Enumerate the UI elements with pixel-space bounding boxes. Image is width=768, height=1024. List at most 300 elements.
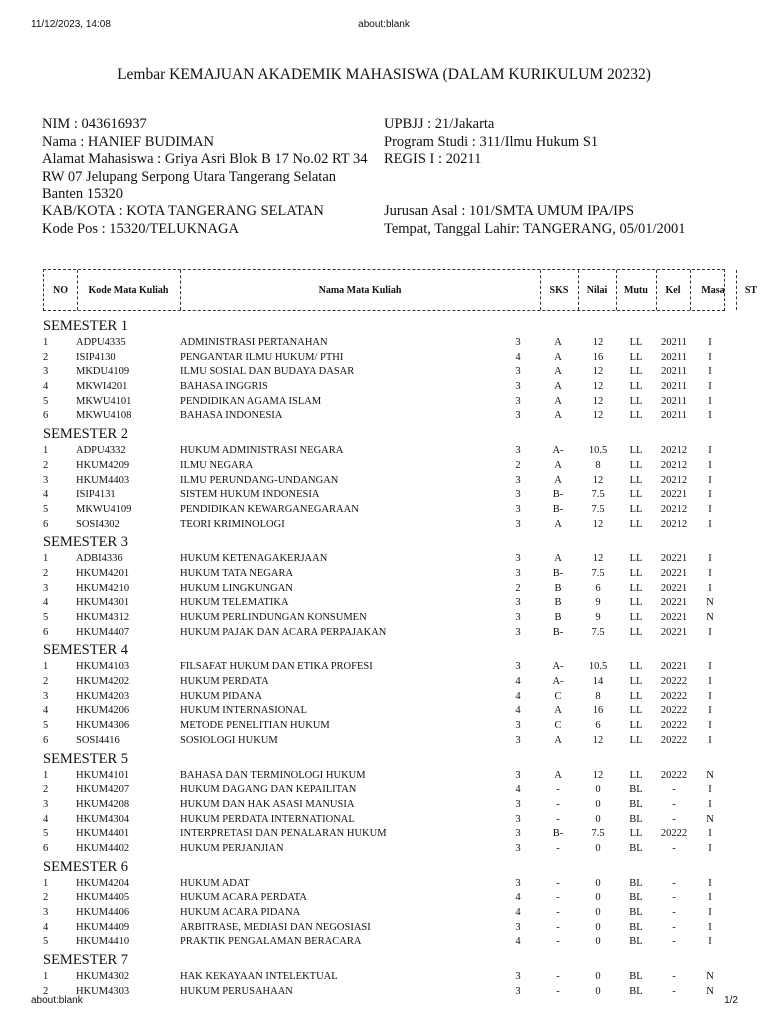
course-kel: LL — [629, 503, 643, 515]
course-no: 2 — [43, 459, 49, 471]
course-sks: 3 — [515, 720, 521, 732]
course-masa: 20212 — [660, 474, 688, 486]
table-row — [0, 935, 768, 950]
course-masa: 20211 — [661, 351, 687, 363]
course-no: 6 — [43, 626, 49, 638]
course-masa: 20212 — [660, 518, 688, 530]
table-row — [0, 582, 768, 597]
course-no: 2 — [43, 985, 49, 997]
course-sks: 4 — [515, 351, 521, 363]
course-no: 4 — [43, 921, 49, 933]
course-grade: - — [556, 784, 560, 796]
course-mutu: 12 — [592, 769, 604, 781]
course-sks: 3 — [515, 474, 521, 486]
course-table-body — [0, 316, 768, 999]
course-kel: LL — [629, 582, 643, 594]
course-mutu: 9 — [595, 597, 601, 609]
table-row — [0, 626, 768, 641]
course-masa: 20212 — [660, 503, 688, 515]
course-code: MKWU4108 — [76, 410, 132, 422]
course-no: 4 — [43, 381, 49, 393]
course-name: HUKUM ACARA PERDATA — [180, 892, 307, 904]
course-status: I — [708, 828, 712, 840]
course-status: I — [708, 907, 712, 918]
kodepos-line: Kode Pos : 15320/TELUKNAGA — [42, 220, 239, 237]
document-title: Lembar KEMAJUAN AKADEMIK MAHASISWA (DALAM KURIKULUM 20232) — [117, 66, 651, 83]
course-mutu: 16 — [592, 351, 604, 363]
course-kel: LL — [629, 474, 643, 486]
course-masa: - — [672, 907, 676, 918]
course-kel: BL — [629, 892, 643, 904]
table-row — [0, 660, 768, 675]
course-kel: LL — [629, 612, 643, 623]
course-sks: 4 — [515, 705, 521, 717]
course-kel: LL — [629, 567, 643, 579]
course-status: I — [708, 351, 712, 363]
course-kel: BL — [629, 971, 643, 983]
course-masa: - — [672, 936, 676, 948]
course-code: ISIP4130 — [76, 351, 116, 363]
course-status: I — [708, 921, 712, 933]
course-masa: - — [672, 971, 676, 983]
course-masa: 20222 — [660, 828, 688, 840]
course-status: I — [708, 459, 712, 471]
course-grade: A — [554, 351, 562, 363]
course-status: I — [708, 395, 712, 407]
table-row — [0, 444, 768, 459]
table-row — [0, 351, 768, 366]
course-kel: LL — [629, 720, 643, 732]
table-header — [43, 269, 758, 311]
course-sks: 3 — [515, 366, 521, 378]
semester-heading: SEMESTER 3 — [43, 534, 128, 551]
course-status: I — [708, 567, 712, 579]
course-status: N — [706, 813, 714, 825]
table-row — [0, 395, 768, 410]
course-mutu: 12 — [592, 518, 604, 530]
header-masa: Masa — [701, 284, 725, 296]
course-code: HKUM4208 — [76, 798, 130, 810]
course-grade: - — [556, 798, 560, 810]
course-no: 3 — [43, 798, 49, 810]
course-sks: 4 — [515, 690, 521, 702]
course-kel: LL — [629, 690, 643, 702]
header-kel: Kel — [665, 284, 681, 296]
course-name: PENDIDIKAN KEWARGANEGARAAN — [180, 503, 359, 515]
table-row — [0, 409, 768, 424]
course-no: 5 — [43, 503, 49, 515]
course-masa: 20212 — [660, 445, 688, 457]
course-status: I — [708, 381, 712, 393]
course-masa: - — [672, 798, 676, 810]
course-sks: 4 — [515, 907, 521, 918]
course-masa: 20211 — [661, 337, 687, 348]
course-code: HKUM4409 — [76, 921, 130, 933]
course-no: 6 — [43, 518, 49, 530]
course-code: ISIP4131 — [76, 489, 116, 501]
course-code: MKDU4109 — [76, 366, 130, 378]
course-mutu: 8 — [595, 459, 601, 471]
table-row — [0, 596, 768, 611]
course-no: 2 — [43, 567, 49, 579]
course-no: 1 — [43, 445, 49, 457]
course-code: HKUM4312 — [76, 612, 130, 623]
course-grade: - — [556, 907, 560, 918]
course-no: 5 — [43, 936, 49, 948]
course-kel: BL — [629, 813, 643, 825]
course-name: PENGANTAR ILMU HUKUM/ PTHI — [180, 351, 344, 363]
course-mutu: 6 — [595, 720, 601, 732]
course-mutu: 7.5 — [591, 567, 605, 579]
course-sks: 3 — [515, 518, 521, 530]
course-grade: B — [554, 597, 562, 609]
table-row — [0, 518, 768, 533]
table-row — [0, 503, 768, 518]
course-name: PENDIDIKAN AGAMA ISLAM — [180, 395, 322, 407]
course-status: I — [708, 734, 712, 746]
table-row — [0, 611, 768, 626]
course-grade: - — [556, 971, 560, 983]
print-page-url: about:blank — [358, 19, 410, 30]
course-kel: LL — [629, 518, 643, 530]
course-no: 5 — [43, 828, 49, 840]
course-mutu: 12 — [592, 474, 604, 486]
course-mutu: 7.5 — [591, 828, 605, 840]
course-grade: B- — [552, 567, 564, 579]
address-line-3: Banten 15320 — [42, 186, 123, 202]
course-status: N — [706, 612, 714, 623]
course-sks: 3 — [515, 734, 521, 746]
course-code: ADPU4332 — [76, 445, 126, 457]
course-code: HKUM4302 — [76, 971, 130, 983]
course-grade: A — [554, 459, 562, 471]
course-grade: A — [554, 518, 562, 530]
course-masa: 20222 — [660, 734, 688, 746]
course-grade: - — [556, 813, 560, 825]
course-mutu: 14 — [592, 676, 604, 688]
footer-url: about:blank — [31, 995, 83, 1006]
course-no: 3 — [43, 582, 49, 594]
program-line: Program Studi : 311/Ilmu Hukum S1 — [384, 133, 599, 150]
course-grade: - — [556, 877, 560, 889]
course-code: HKUM4204 — [76, 877, 130, 889]
course-masa: - — [672, 784, 676, 796]
course-grade: C — [554, 720, 562, 732]
course-sks: 3 — [515, 410, 521, 422]
course-grade: B — [554, 582, 562, 594]
course-mutu: 10.5 — [588, 661, 608, 673]
course-grade: B- — [552, 503, 564, 515]
course-no: 1 — [43, 769, 49, 781]
course-no: 6 — [43, 734, 49, 746]
course-code: HKUM4304 — [76, 813, 130, 825]
course-grade: A — [554, 337, 562, 348]
course-status: I — [708, 676, 712, 688]
course-no: 5 — [43, 612, 49, 623]
course-sks: 4 — [515, 936, 521, 948]
jurusan-line: Jurusan Asal : 101/SMTA UMUM IPA/IPS — [384, 203, 635, 219]
course-no: 3 — [43, 690, 49, 702]
course-kel: LL — [629, 459, 643, 471]
course-no: 4 — [43, 597, 49, 609]
course-sks: 3 — [515, 661, 521, 673]
course-name: METODE PENELITIAN HUKUM — [180, 720, 330, 732]
table-row — [0, 842, 768, 857]
course-mutu: 9 — [595, 612, 601, 623]
course-name: SISTEM HUKUM INDONESIA — [180, 489, 320, 501]
course-sks: 4 — [515, 676, 521, 688]
course-no: 6 — [43, 842, 49, 854]
table-row — [0, 891, 768, 906]
course-code: HKUM4301 — [76, 597, 130, 609]
course-mutu: 12 — [592, 410, 604, 422]
nim-line: NIM : 043616937 — [42, 116, 147, 132]
course-status: I — [708, 474, 712, 486]
course-status: I — [708, 445, 712, 457]
course-status: I — [708, 337, 712, 348]
course-code: HKUM4410 — [76, 936, 130, 948]
course-code: HKUM4406 — [76, 907, 130, 918]
course-status: I — [708, 877, 712, 889]
course-masa: 20222 — [660, 720, 688, 732]
course-status: I — [708, 892, 712, 904]
course-masa: 20211 — [661, 410, 687, 422]
course-status: I — [708, 582, 712, 594]
course-sks: 3 — [515, 921, 521, 933]
course-grade: A — [554, 381, 562, 393]
course-masa: 20222 — [660, 690, 688, 702]
course-grade: A — [554, 410, 562, 422]
course-name: HUKUM PERJANJIAN — [180, 842, 284, 854]
course-masa: 20221 — [660, 661, 688, 673]
course-masa: - — [672, 842, 676, 854]
course-name: HUKUM ACARA PIDANA — [180, 907, 301, 918]
course-code: HKUM4306 — [76, 720, 130, 732]
birth-line: Tempat, Tanggal Lahir: TANGERANG, 05/01/2001 — [384, 220, 686, 237]
course-status: I — [708, 661, 712, 673]
course-mutu: 0 — [595, 877, 601, 889]
kabkota-line: KAB/KOTA : KOTA TANGERANG SELATAN — [42, 203, 324, 219]
course-code: HKUM4303 — [76, 985, 130, 997]
course-kel: LL — [629, 626, 643, 638]
course-kel: LL — [629, 489, 643, 501]
course-status: I — [708, 705, 712, 717]
course-no: 1 — [43, 877, 49, 889]
course-code: HKUM4407 — [76, 626, 130, 638]
course-sks: 4 — [515, 784, 521, 796]
course-kel: LL — [629, 351, 643, 363]
course-no: 4 — [43, 813, 49, 825]
table-row — [0, 567, 768, 582]
course-sks: 2 — [515, 459, 521, 471]
course-masa: 20211 — [661, 381, 687, 393]
course-name: TEORI KRIMINOLOGI — [180, 518, 285, 530]
course-sks: 3 — [515, 769, 521, 781]
course-mutu: 8 — [595, 690, 601, 702]
course-name: HAK KEKAYAAN INTELEKTUAL — [180, 971, 338, 983]
course-grade: B- — [552, 828, 564, 840]
course-name: HUKUM ADMINISTRASI NEGARA — [180, 445, 344, 457]
course-name: HUKUM PAJAK DAN ACARA PERPAJAKAN — [180, 626, 387, 638]
course-kel: LL — [629, 661, 643, 673]
table-row — [0, 459, 768, 474]
course-mutu: 12 — [592, 381, 604, 393]
course-status: I — [708, 842, 712, 854]
semester-heading: SEMESTER 6 — [43, 858, 128, 875]
course-no: 4 — [43, 489, 49, 501]
course-code: MKWU4101 — [76, 395, 132, 407]
course-sks: 3 — [515, 395, 521, 407]
table-row — [0, 827, 768, 842]
course-no: 1 — [43, 553, 49, 565]
course-name: HUKUM PERLINDUNGAN KONSUMEN — [180, 612, 367, 623]
course-mutu: 0 — [595, 921, 601, 933]
semester-heading: SEMESTER 1 — [43, 318, 128, 334]
course-code: HKUM4207 — [76, 784, 130, 796]
table-row — [0, 921, 768, 936]
course-mutu: 0 — [595, 813, 601, 825]
course-mutu: 0 — [595, 936, 601, 948]
course-masa: 20211 — [661, 395, 687, 407]
course-sks: 3 — [515, 489, 521, 501]
table-row — [0, 552, 768, 567]
course-masa: - — [672, 877, 676, 889]
course-grade: B — [554, 612, 562, 623]
course-name: INTERPRETASI DAN PENALARAN HUKUM — [180, 828, 387, 840]
course-kel: LL — [629, 366, 643, 378]
course-name: ADMINISTRASI PERTANAHAN — [180, 337, 328, 348]
course-mutu: 7.5 — [591, 489, 605, 501]
course-sks: 3 — [515, 877, 521, 889]
course-name: ARBITRASE, MEDIASI DAN NEGOSIASI — [180, 921, 371, 933]
course-mutu: 0 — [595, 892, 601, 904]
header-mutu: Mutu — [624, 284, 648, 296]
course-mutu: 0 — [595, 842, 601, 854]
course-mutu: 12 — [592, 337, 604, 348]
address-line-1: Alamat Mahasiswa : Griya Asri Blok B 17 No.02 RT 34 — [42, 151, 368, 167]
course-name: ILMU PERUNDANG-UNDANGAN — [180, 474, 339, 486]
course-no: 4 — [43, 705, 49, 717]
page-number: 1/2 — [724, 995, 738, 1006]
table-row — [0, 365, 768, 380]
course-code: HKUM4209 — [76, 459, 130, 471]
course-name: HUKUM DAN HAK ASASI MANUSIA — [180, 798, 355, 810]
header-sks: SKS — [549, 284, 569, 296]
student-info-left-bottom — [42, 203, 324, 238]
course-no: 3 — [43, 474, 49, 486]
course-name: HUKUM LINGKUNGAN — [180, 582, 293, 594]
course-sks: 3 — [515, 445, 521, 457]
course-status: N — [706, 985, 714, 997]
course-sks: 2 — [515, 582, 521, 594]
course-name: FILSAFAT HUKUM DAN ETIKA PROFESI — [180, 661, 373, 673]
course-mutu: 10.5 — [588, 445, 608, 457]
semester-heading: SEMESTER 5 — [43, 750, 128, 767]
course-kel: LL — [629, 410, 643, 422]
course-mutu: 16 — [592, 705, 604, 717]
course-code: HKUM4201 — [76, 567, 130, 579]
course-no: 1 — [43, 971, 49, 983]
course-no: 3 — [43, 366, 49, 378]
course-grade: A — [554, 395, 562, 407]
course-sks: 3 — [515, 597, 521, 609]
course-masa: 20221 — [660, 489, 688, 501]
course-code: HKUM4103 — [76, 661, 130, 673]
semester-heading: SEMESTER 4 — [43, 642, 128, 659]
student-info-right — [384, 116, 598, 169]
course-kel: LL — [629, 337, 643, 348]
course-grade: A- — [552, 445, 564, 457]
table-row — [0, 906, 768, 921]
course-code: HKUM4101 — [76, 769, 130, 781]
course-code: HKUM4210 — [76, 582, 130, 594]
course-code: HKUM4206 — [76, 705, 130, 717]
course-sks: 3 — [515, 798, 521, 810]
table-row — [0, 474, 768, 489]
course-mutu: 0 — [595, 784, 601, 796]
header-nilai: Nilai — [586, 284, 608, 296]
course-sks: 4 — [515, 892, 521, 904]
course-masa: - — [672, 985, 676, 997]
course-code: HKUM4401 — [76, 828, 130, 840]
course-masa: 20222 — [660, 769, 688, 781]
course-kel: BL — [629, 842, 643, 854]
course-grade: - — [556, 985, 560, 997]
course-no: 2 — [43, 676, 49, 688]
course-no: 5 — [43, 720, 49, 732]
course-mutu: 0 — [595, 907, 601, 918]
course-kel: LL — [629, 395, 643, 407]
course-grade: A — [554, 553, 562, 565]
course-masa: - — [672, 921, 676, 933]
course-name: HUKUM PIDANA — [180, 690, 262, 702]
table-row — [0, 488, 768, 503]
course-sks: 3 — [515, 842, 521, 854]
course-masa: 20221 — [660, 612, 688, 623]
course-status: I — [708, 366, 712, 378]
course-grade: - — [556, 936, 560, 948]
course-grade: - — [556, 921, 560, 933]
course-kel: BL — [629, 798, 643, 810]
course-grade: A — [554, 705, 562, 717]
course-sks: 3 — [515, 828, 521, 840]
table-row — [0, 970, 768, 985]
course-mutu: 0 — [595, 971, 601, 983]
course-name: ILMU NEGARA — [180, 459, 254, 471]
course-masa: 20221 — [660, 567, 688, 579]
course-name: HUKUM ADAT — [180, 877, 250, 889]
table-row — [0, 877, 768, 892]
course-masa: 20222 — [660, 705, 688, 717]
course-name: HUKUM KETENAGAKERJAAN — [180, 553, 328, 565]
print-footer — [0, 995, 768, 1009]
course-mutu: 0 — [595, 798, 601, 810]
course-grade: - — [556, 892, 560, 904]
table-row — [0, 704, 768, 719]
table-row — [0, 798, 768, 813]
student-info-left — [42, 116, 368, 204]
course-kel: LL — [629, 553, 643, 565]
table-row — [0, 380, 768, 395]
course-mutu: 12 — [592, 366, 604, 378]
course-kel: BL — [629, 921, 643, 933]
course-name: HUKUM PERDATA — [180, 676, 269, 688]
course-code: MKWU4109 — [76, 503, 132, 515]
table-row — [0, 336, 768, 351]
header-st: ST — [744, 284, 758, 296]
course-name: HUKUM PERUSAHAAN — [180, 985, 293, 997]
course-status: I — [708, 518, 712, 530]
